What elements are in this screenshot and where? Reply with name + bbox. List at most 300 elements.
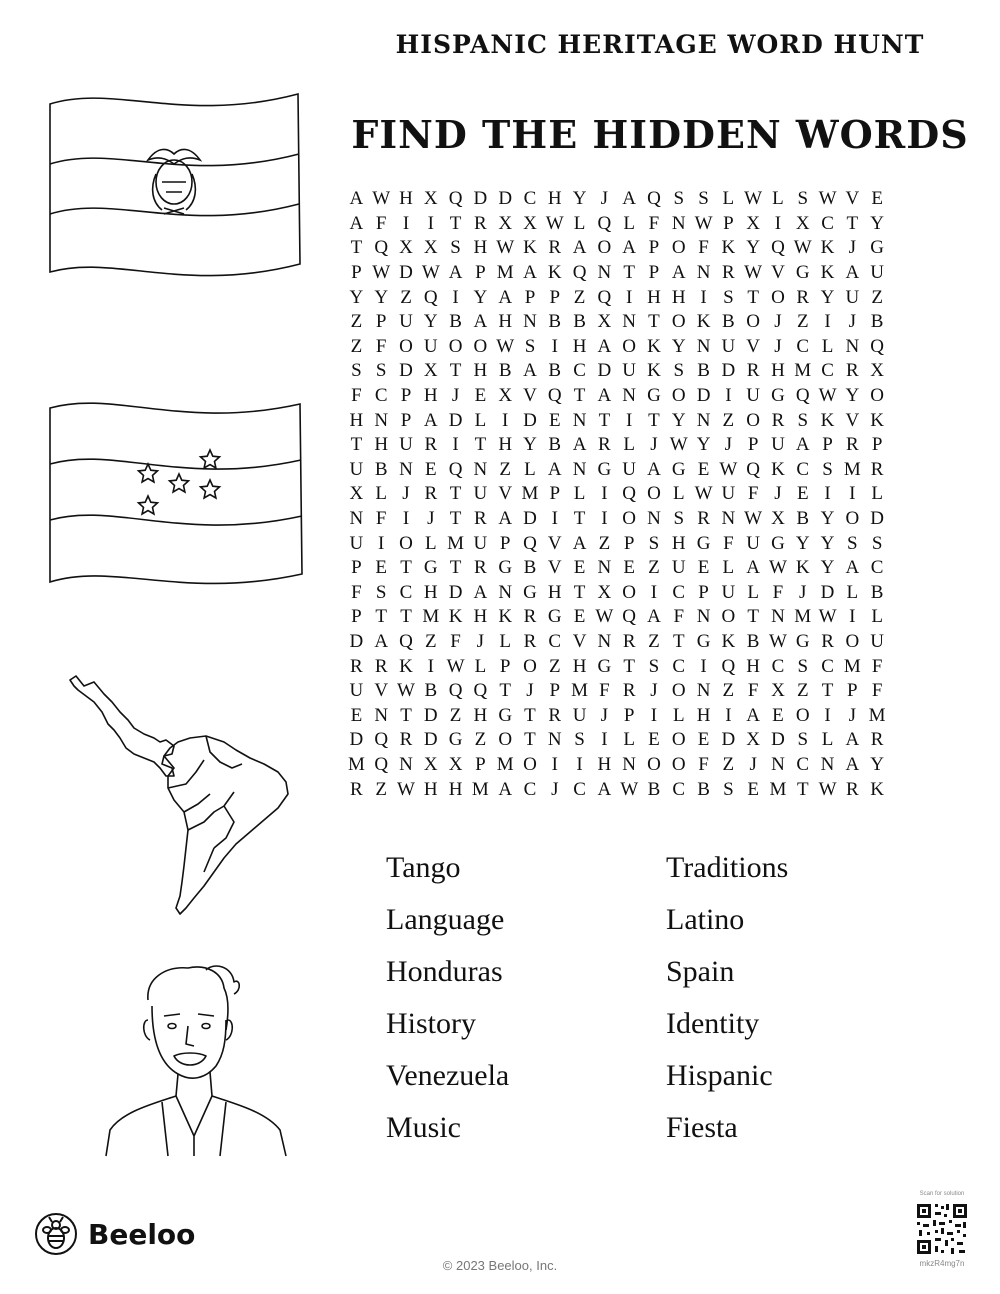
grid-row (344, 458, 964, 483)
grid-letter: J (650, 680, 658, 702)
grid-letter: A (845, 729, 860, 751)
grid-letter: I (551, 508, 558, 530)
grid-letter: R (821, 630, 834, 652)
grid-letter: P (351, 606, 362, 628)
grid-letter: P (871, 434, 883, 456)
grid-letter: R (474, 212, 487, 234)
grid-letter: S (574, 729, 585, 751)
grid-letter: R (523, 630, 537, 652)
word-list-item: History (386, 1007, 476, 1040)
grid-row (344, 777, 964, 802)
grid-letter: M (496, 262, 514, 284)
grid-letter: P (549, 680, 561, 702)
grid-letter: X (771, 508, 785, 530)
grid-letter: P (648, 262, 660, 284)
grid-letter: Y (523, 434, 537, 456)
grid-letter: Z (796, 680, 809, 702)
grid-letter: T (747, 606, 759, 628)
grid-letter: Z (722, 680, 735, 702)
grid-letter: W (818, 606, 837, 628)
grid-letter: E (871, 188, 883, 210)
grid-letter: G (870, 237, 884, 259)
grid-letter: F (450, 630, 461, 652)
latin-america-map-icon (64, 672, 296, 916)
grid-letter: E (796, 483, 809, 505)
grid-letter: S (648, 655, 660, 677)
grid-letter: A (349, 188, 364, 210)
grid-letter: O (622, 335, 637, 357)
grid-letter: T (573, 508, 586, 530)
page-title: HISPANIC HERITAGE WORD HUNT (395, 30, 925, 59)
grid-row (344, 261, 964, 286)
grid-letter: S (673, 188, 685, 210)
grid-letter: N (820, 753, 835, 775)
grid-letter: L (573, 483, 586, 505)
grid-letter: A (547, 458, 562, 480)
grid-letter: H (746, 655, 761, 677)
grid-letter: J (476, 630, 485, 652)
grid-letter: J (451, 385, 460, 407)
grid-letter: P (400, 385, 412, 407)
grid-letter: Q (448, 680, 463, 702)
grid-letter: Q (622, 606, 637, 628)
grid-letter: P (499, 532, 511, 554)
grid-letter: V (771, 262, 785, 284)
grid-letter: W (744, 262, 763, 284)
grid-letter: X (771, 680, 785, 702)
grid-letter: J (749, 753, 757, 775)
grid-letter: W (694, 483, 713, 505)
grid-letter: I (601, 483, 608, 505)
word-list (386, 848, 986, 1147)
grid-letter: O (647, 483, 661, 505)
grid-letter: Q (597, 212, 612, 234)
qr-code-icon[interactable] (915, 1202, 969, 1256)
grid-letter: H (473, 237, 488, 259)
grid-row (344, 408, 964, 433)
grid-letter: A (647, 458, 661, 480)
grid-letter: K (870, 778, 884, 800)
grid-letter: S (723, 286, 734, 308)
grid-letter: Y (820, 286, 835, 308)
grid-letter: L (375, 483, 387, 505)
grid-letter: U (845, 286, 860, 308)
grid-letter: N (696, 606, 711, 628)
grid-letter: E (623, 557, 635, 579)
grid-letter: W (818, 188, 837, 210)
grid-letter: Q (399, 630, 413, 652)
grid-letter: L (871, 606, 883, 628)
grid-letter: N (721, 508, 736, 530)
grid-letter: U (473, 483, 488, 505)
grid-letter: O (671, 311, 686, 333)
grid-letter: T (648, 311, 660, 333)
grid-letter: V (746, 335, 761, 357)
grid-letter: W (744, 508, 763, 530)
grid-letter: H (547, 188, 562, 210)
grid-letter: L (474, 409, 487, 431)
ecuador-flag-icon (44, 82, 314, 278)
grid-letter: F (351, 385, 362, 407)
grid-letter: N (572, 458, 587, 480)
grid-letter: Y (349, 286, 364, 308)
grid-letter: G (423, 557, 438, 579)
grid-letter: L (623, 434, 635, 456)
grid-letter: G (696, 532, 711, 554)
grid-letter: H (547, 581, 562, 603)
grid-letter: M (843, 655, 861, 677)
grid-letter: T (449, 483, 462, 505)
grid-letter: I (452, 286, 459, 308)
grid-letter: M (347, 753, 365, 775)
grid-letter: N (845, 335, 860, 357)
grid-letter: G (597, 655, 612, 677)
grid-row (344, 703, 964, 728)
grid-letter: O (870, 385, 884, 407)
grid-letter: S (673, 508, 685, 530)
grid-letter: R (350, 778, 363, 800)
brand-logo (34, 1212, 195, 1256)
grid-letter: L (772, 188, 784, 210)
grid-letter: X (349, 483, 364, 505)
grid-letter: S (375, 581, 387, 603)
grid-letter: F (698, 237, 709, 259)
grid-letter: D (349, 630, 364, 652)
grid-letter: O (448, 335, 463, 357)
grid-letter: Q (795, 385, 810, 407)
grid-letter: U (870, 262, 884, 284)
grid-letter: X (523, 212, 537, 234)
grid-letter: I (601, 729, 608, 751)
word-list-item: Venezuela (386, 1059, 510, 1092)
grid-row (344, 482, 964, 507)
grid-letter: N (597, 557, 612, 579)
grid-letter: P (822, 434, 833, 456)
grid-letter: T (623, 262, 635, 284)
grid-letter: E (772, 704, 784, 726)
grid-letter: O (671, 237, 686, 259)
grid-letter: W (372, 188, 391, 210)
grid-letter: Q (622, 483, 637, 505)
grid-letter: E (548, 409, 561, 431)
grid-letter: N (473, 458, 488, 480)
grid-letter: G (671, 458, 686, 480)
grid-letter: Y (820, 508, 835, 530)
grid-letter: B (523, 557, 537, 579)
grid-letter: Y (572, 188, 587, 210)
grid-letter: P (375, 311, 387, 333)
grid-letter: C (672, 581, 686, 603)
grid-letter: U (721, 335, 736, 357)
grid-letter: A (473, 311, 488, 333)
grid-letter: E (648, 729, 660, 751)
grid-letter: D (523, 508, 537, 530)
grid-letter: R (350, 655, 363, 677)
grid-letter: O (647, 753, 661, 775)
grid-letter: T (648, 409, 660, 431)
grid-letter: B (498, 360, 512, 382)
grid-letter: S (847, 532, 858, 554)
grid-letter: G (647, 385, 661, 407)
grid-letter: Q (374, 729, 389, 751)
grid-letter: Y (795, 532, 810, 554)
grid-letter: G (547, 606, 562, 628)
grid-letter: D (399, 360, 413, 382)
grid-letter: Q (870, 335, 884, 357)
grid-letter: I (824, 483, 831, 505)
grid-letter: Z (648, 557, 660, 579)
word-list-item: Hispanic (666, 1059, 773, 1092)
grid-letter: I (849, 606, 856, 628)
grid-letter: Y (870, 212, 884, 234)
grid-letter: U (349, 532, 364, 554)
grid-letter: M (422, 606, 440, 628)
grid-letter: G (523, 581, 537, 603)
grid-letter: K (771, 458, 785, 480)
grid-letter: F (871, 655, 883, 677)
grid-letter: U (473, 532, 488, 554)
grid-letter: P (475, 753, 486, 775)
grid-letter: J (848, 237, 857, 259)
grid-letter: W (595, 606, 614, 628)
grid-letter: N (671, 212, 686, 234)
grid-letter: X (498, 212, 513, 234)
grid-letter: F (599, 680, 610, 702)
grid-letter: S (524, 335, 536, 357)
grid-letter: B (722, 311, 735, 333)
qr-caption: Scan for solution (919, 1191, 965, 1197)
grid-letter: H (423, 778, 438, 800)
grid-letter: T (524, 704, 536, 726)
grid-letter: N (696, 680, 711, 702)
grid-letter: F (375, 212, 387, 234)
grid-letter: L (821, 729, 834, 751)
grid-letter: N (349, 508, 364, 530)
grid-letter: N (399, 753, 413, 775)
grid-letter: Z (499, 458, 511, 480)
grid-letter: C (672, 778, 686, 800)
grid-letter: S (723, 778, 734, 800)
grid-letter: Z (350, 311, 363, 333)
grid-row (344, 285, 964, 310)
grid-letter: A (597, 778, 612, 800)
grid-letter: W (496, 335, 515, 357)
grid-letter: I (824, 704, 831, 726)
grid-row (344, 507, 964, 532)
grid-letter: U (349, 680, 364, 702)
grid-letter: N (399, 458, 413, 480)
grid-letter: O (399, 532, 413, 554)
grid-letter: P (847, 680, 858, 702)
grid-letter: X (597, 311, 612, 333)
grid-letter: I (452, 434, 459, 456)
grid-letter: O (399, 335, 413, 357)
grid-letter: A (622, 188, 637, 210)
grid-letter: X (448, 753, 463, 775)
grid-letter: I (774, 212, 782, 234)
grid-letter: K (820, 237, 835, 259)
grid-letter: N (622, 753, 637, 775)
grid-letter: T (375, 606, 387, 628)
grid-letter: K (399, 655, 413, 677)
grid-letter: J (724, 434, 733, 456)
grid-letter: E (747, 778, 759, 800)
grid-letter: A (498, 778, 513, 800)
grid-letter: P (549, 286, 561, 308)
grid-letter: Y (374, 286, 389, 308)
grid-letter: V (547, 532, 562, 554)
grid-letter: S (797, 655, 809, 677)
grid-letter: I (502, 409, 509, 431)
grid-letter: I (402, 508, 410, 530)
grid-letter: U (721, 581, 736, 603)
grid-letter: H (349, 409, 364, 431)
grid-letter: A (845, 557, 860, 579)
grid-letter: A (845, 262, 860, 284)
grid-letter: C (573, 778, 586, 800)
grid-letter: P (723, 212, 734, 234)
grid-letter: C (523, 188, 537, 210)
grid-letter: W (793, 237, 812, 259)
grid-letter: T (623, 655, 635, 677)
grid-letter: D (721, 360, 736, 382)
grid-letter: U (399, 434, 413, 456)
grid-letter: I (427, 655, 434, 677)
grid-letter: B (424, 680, 438, 702)
grid-letter: Z (350, 335, 363, 357)
grid-letter: V (374, 680, 389, 702)
grid-letter: Z (375, 778, 387, 800)
grid-letter: U (399, 311, 413, 333)
grid-letter: I (650, 581, 658, 603)
grid-letter: R (870, 729, 884, 751)
grid-letter: T (796, 778, 809, 800)
grid-letter: X (423, 360, 438, 382)
grid-letter: O (795, 704, 810, 726)
grid-letter: P (400, 409, 412, 431)
grid-letter: G (795, 262, 810, 284)
grid-letter: P (648, 237, 660, 259)
grid-letter: E (697, 458, 710, 480)
grid-letter: K (696, 311, 711, 333)
grid-letter: J (774, 335, 782, 357)
grid-letter: K (498, 606, 513, 628)
grid-letter: W (694, 212, 713, 234)
grid-letter: B (548, 360, 562, 382)
grid-letter: R (622, 680, 636, 702)
grid-letter: T (400, 557, 412, 579)
grid-letter: N (771, 753, 785, 775)
grid-letter: B (374, 458, 388, 480)
grid-letter: L (846, 581, 859, 603)
grid-letter: B (697, 360, 710, 382)
grid-letter: I (700, 286, 707, 308)
grid-letter: N (498, 581, 513, 603)
grid-letter: S (648, 532, 660, 554)
word-list-item: Language (386, 903, 505, 936)
grid-letter: J (848, 704, 857, 726)
grid-letter: A (572, 532, 587, 554)
grid-letter: B (796, 508, 810, 530)
grid-letter: H (647, 286, 661, 308)
grid-letter: O (671, 729, 686, 751)
grid-letter: W (496, 237, 515, 259)
grid-letter: L (573, 212, 586, 234)
grid-letter: O (746, 311, 761, 333)
grid-letter: K (795, 557, 810, 579)
grid-letter: Y (696, 434, 711, 456)
grid-letter: F (723, 532, 734, 554)
grid-letter: O (671, 753, 686, 775)
grid-letter: C (796, 753, 810, 775)
grid-letter: V (845, 409, 860, 431)
grid-letter: J (848, 311, 857, 333)
grid-letter: Z (449, 704, 462, 726)
grid-letter: R (722, 262, 735, 284)
grid-letter: B (647, 778, 661, 800)
grid-letter: T (449, 360, 462, 382)
grid-letter: I (700, 655, 707, 677)
grid-letter: Y (870, 753, 884, 775)
grid-letter: W (719, 458, 738, 480)
grid-letter: Y (820, 557, 835, 579)
grid-letter: H (671, 286, 686, 308)
grid-letter: E (573, 606, 586, 628)
grid-letter: A (597, 385, 612, 407)
grid-letter: I (626, 409, 633, 431)
grid-letter: T (350, 434, 363, 456)
grid-letter: T (449, 212, 462, 234)
word-list-item: Music (386, 1111, 461, 1144)
grid-letter: M (471, 778, 489, 800)
grid-letter: L (821, 335, 834, 357)
grid-letter: F (673, 606, 685, 628)
grid-letter: H (448, 778, 463, 800)
word-list-item: Fiesta (666, 1111, 738, 1144)
grid-letter: V (498, 483, 513, 505)
grid-row (344, 630, 964, 655)
grid-letter: P (499, 655, 511, 677)
grid-letter: A (374, 630, 389, 652)
grid-letter: H (671, 532, 686, 554)
grid-letter: D (721, 729, 736, 751)
grid-letter: H (498, 434, 513, 456)
grid-letter: B (548, 434, 562, 456)
grid-letter: O (597, 237, 612, 259)
grid-letter: Z (573, 286, 586, 308)
grid-letter: S (375, 360, 387, 382)
grid-letter: R (523, 606, 537, 628)
grid-letter: I (725, 704, 732, 726)
grid-letter: A (523, 360, 537, 382)
grid-letter: A (523, 262, 537, 284)
grid-letter: C (399, 581, 413, 603)
grid-letter: R (548, 237, 562, 259)
grid-letter: D (349, 729, 364, 751)
grid-letter: T (573, 581, 586, 603)
grid-letter: W (545, 212, 564, 234)
grid-letter: A (498, 508, 513, 530)
grid-letter: C (821, 360, 834, 382)
grid-letter: A (746, 557, 761, 579)
grid-letter: N (647, 508, 661, 530)
grid-letter: R (746, 360, 760, 382)
grid-row (344, 310, 964, 335)
grid-letter: H (597, 753, 612, 775)
grid-letter: B (697, 778, 710, 800)
grid-letter: J (402, 483, 410, 505)
grid-letter: R (870, 458, 884, 480)
